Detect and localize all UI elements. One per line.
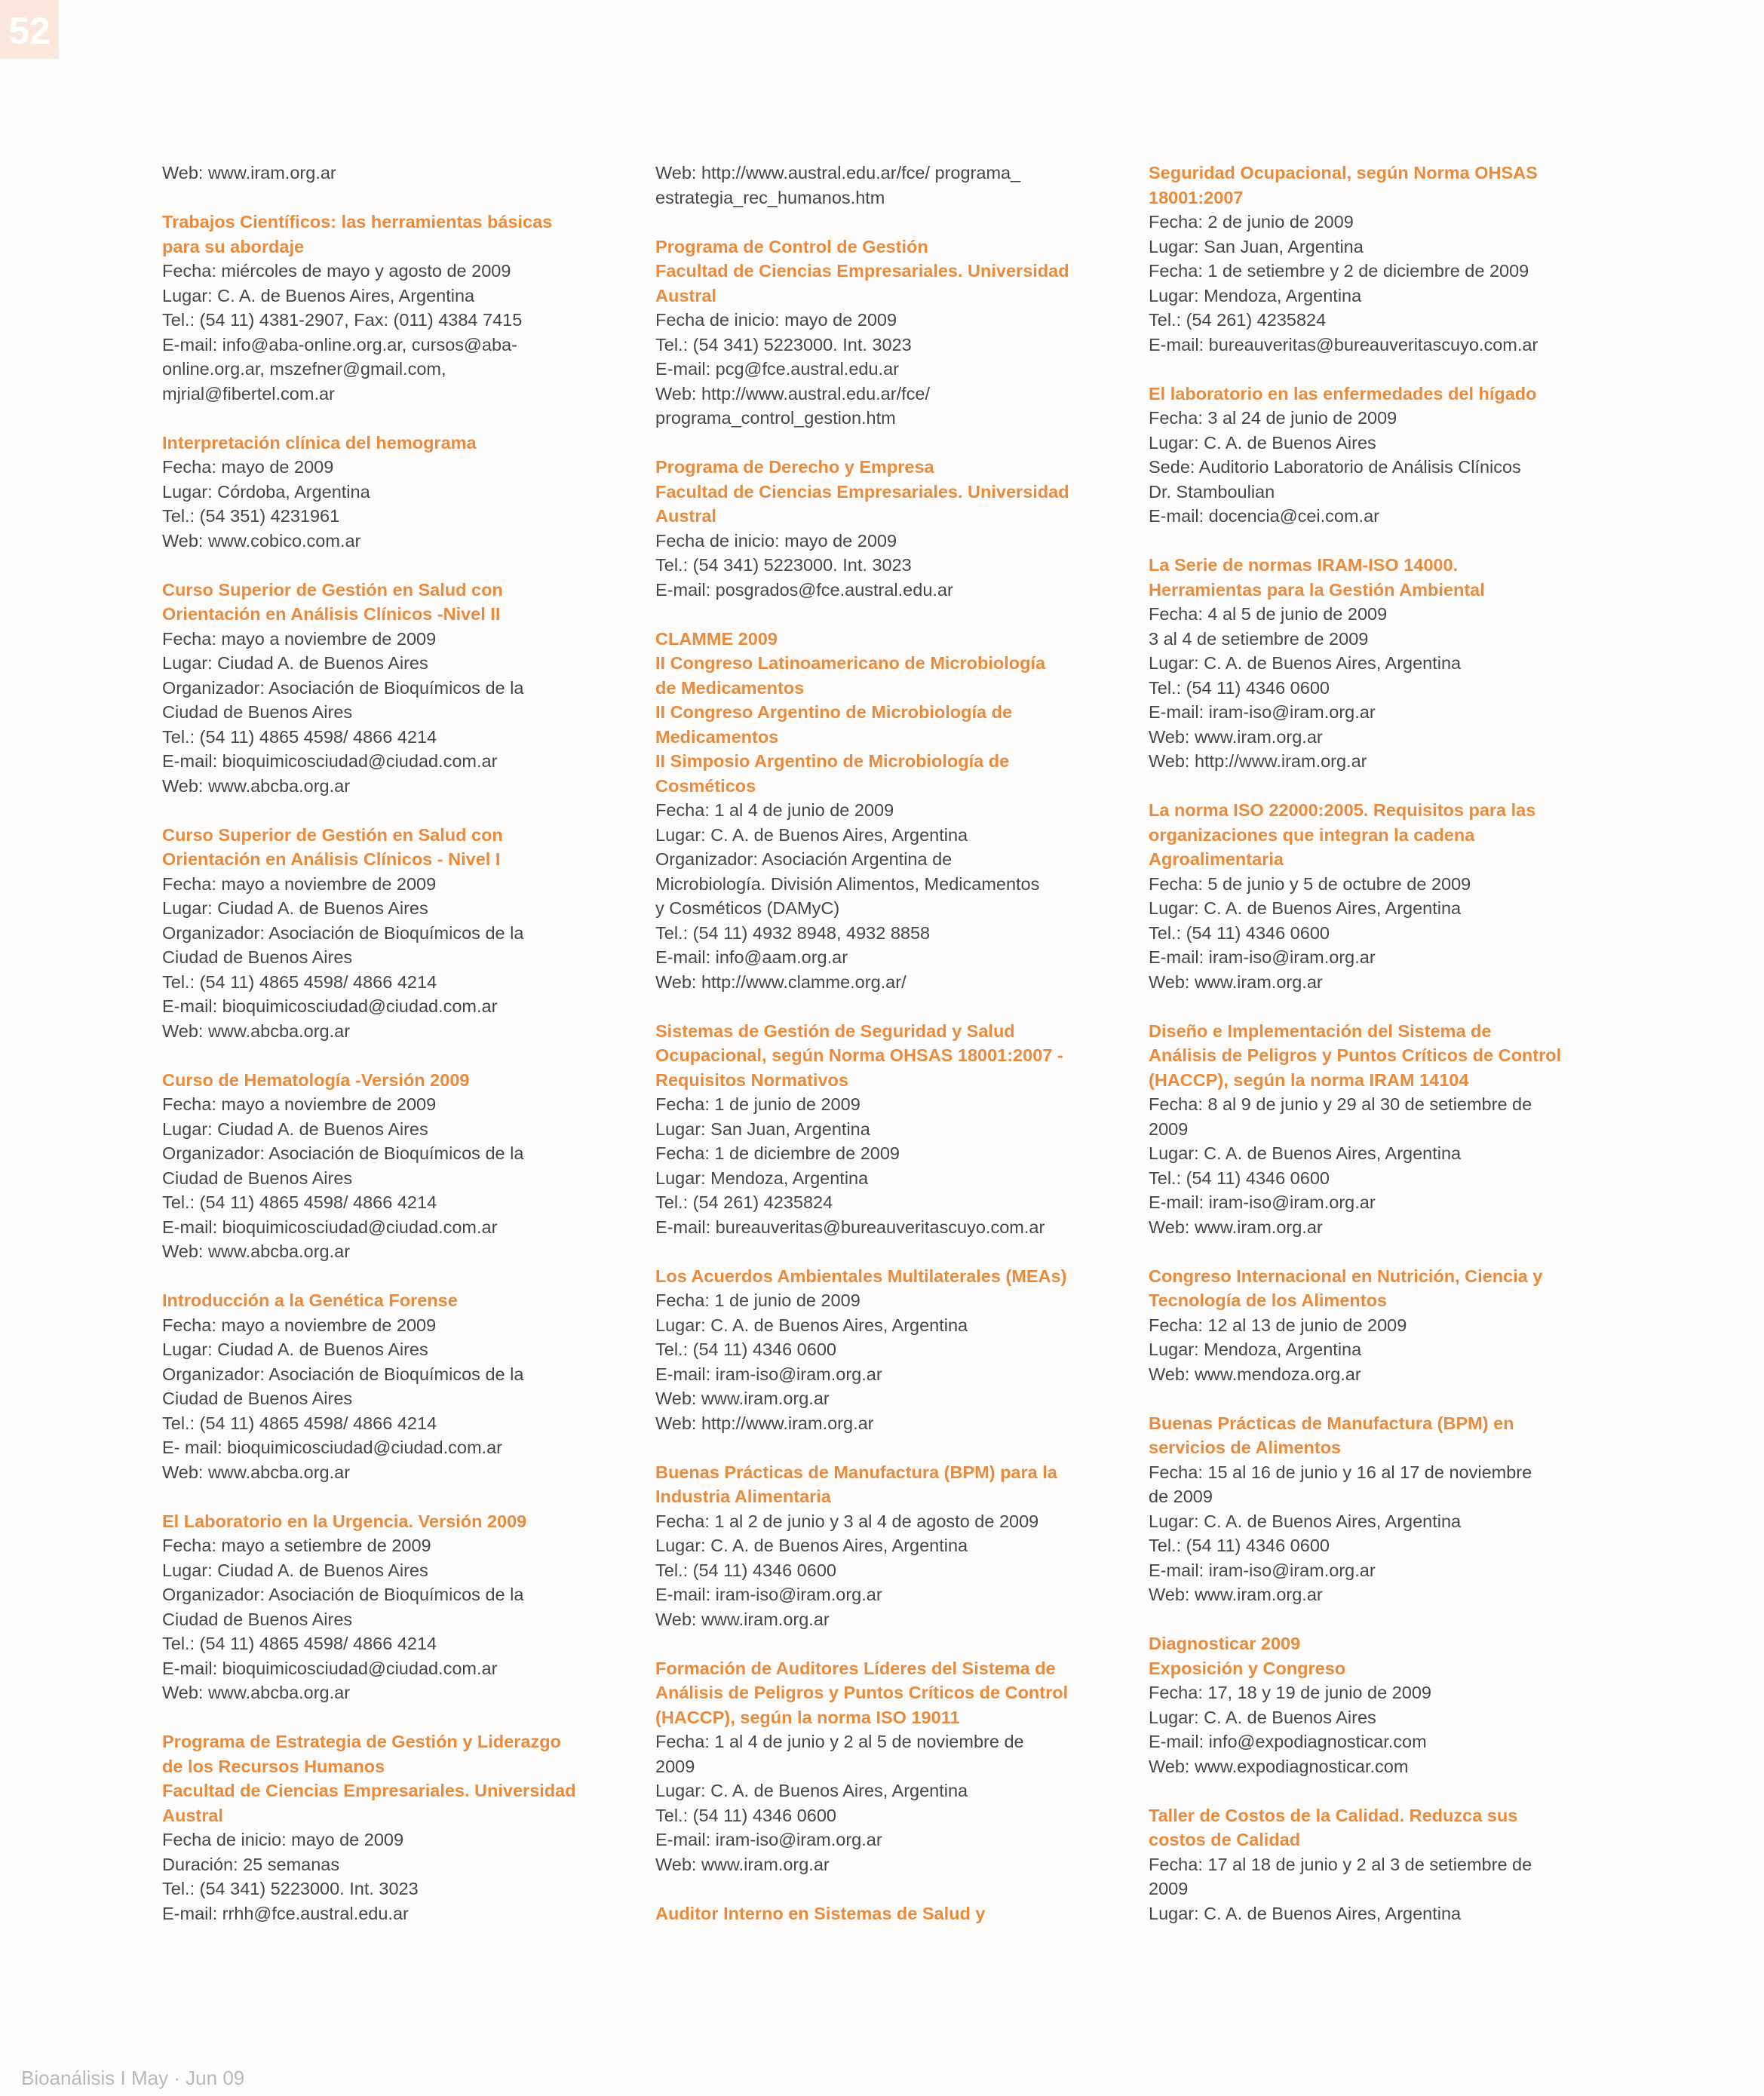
event-detail-line: 2009: [1149, 1119, 1189, 1139]
event-title-line: (HACCP), según la norma IRAM 14104: [1149, 1069, 1469, 1090]
event-title-line: Congreso Internacional en Nutrición, Ciencia y: [1149, 1266, 1543, 1286]
event-title-line: para su abordaje: [162, 236, 305, 256]
event-detail-line: Tel.: (54 11) 4346 0600: [1149, 1536, 1330, 1555]
spacer: [655, 602, 1108, 627]
event-detail-line: Tel.: (54 341) 5223000. Int. 3023: [655, 555, 912, 575]
event-detail-line: Lugar: Ciudad A. de Buenos Aires: [162, 898, 428, 918]
event-detail-line: E-mail: pcg@fce.austral.edu.ar: [655, 359, 899, 379]
event-title-line: Ocupacional, según Norma OHSAS 18001:2007 -: [655, 1045, 1063, 1065]
event-detail-line: Web: www.iram.org.ar: [655, 1854, 830, 1874]
spacer: [1149, 529, 1601, 554]
event-title-line: Facultad de Ciencias Empresariales. Universidad: [162, 1781, 576, 1800]
event-detail-line: Web: www.cobico.com.ar: [162, 530, 361, 551]
event-title-line: Buenas Prácticas de Manufactura (BPM) en: [1149, 1413, 1514, 1433]
column-3: [1149, 161, 1601, 1926]
event-detail-line: Web: http://www.iram.org.ar: [1149, 751, 1367, 771]
event-detail-line: 3 al 4 de setiembre de 2009: [1149, 628, 1369, 649]
event-detail-line: Web: www.iram.org.ar: [1149, 1217, 1323, 1237]
event-title-line: organizaciones que integran la cadena: [1149, 824, 1475, 845]
event-title-line: La Serie de normas IRAM-ISO 14000.: [1149, 555, 1459, 575]
event-detail-line: Fecha: 1 de setiembre y 2 de diciembre de 2009: [1149, 261, 1529, 281]
event-detail-line: E-mail: posgrados@fce.austral.edu.ar: [655, 579, 953, 600]
event-detail-line: Organizador: Asociación de Bioquímicos de la: [162, 1364, 524, 1384]
event-title-line: Cosméticos: [655, 775, 756, 796]
event-detail-line: Fecha: 12 al 13 de junio de 2009: [1149, 1315, 1407, 1335]
event-title-line: Herramientas para la Gestión Ambiental: [1149, 579, 1485, 600]
event-title-line: Facultad de Ciencias Empresariales. Universidad: [655, 481, 1069, 502]
event-title-line: Tecnología de los Alimentos: [1149, 1290, 1387, 1310]
event-detail-line: E-mail: iram-iso@iram.org.ar: [655, 1585, 882, 1604]
event-detail-line: Fecha de inicio: mayo de 2009: [162, 1830, 404, 1849]
spacer: [1149, 1778, 1601, 1803]
event-detail-line: Ciudad de Buenos Aires: [162, 1168, 353, 1188]
event-title-line: La norma ISO 22000:2005. Requisitos para las: [1149, 800, 1536, 820]
spacer: [162, 1043, 615, 1068]
event-detail-line: Organizador: Asociación de Bioquímicos de la: [162, 922, 524, 943]
spacer: [1149, 774, 1601, 799]
event-detail-line: E-mail: iram-iso@iram.org.ar: [1149, 1560, 1376, 1580]
event-detail-line: Web: www.iram.org.ar: [655, 1389, 830, 1408]
event-detail-line: Web: www.abcba.org.ar: [162, 775, 351, 796]
event-title-line: Análisis de Peligros y Puntos Críticos de Control: [655, 1683, 1069, 1702]
event-detail-line: Organizador: Asociación de Bioquímicos de la: [162, 677, 524, 698]
event-detail-line: Fecha: 2 de junio de 2009: [1149, 212, 1354, 232]
event-detail-line: E-mail: iram-iso@iram.org.ar: [1149, 702, 1376, 722]
event-detail-line: estrategia_rec_humanos.htm: [655, 187, 885, 207]
event-detail-line: Tel.: (54 341) 5223000. Int. 3023: [162, 1879, 419, 1898]
event-detail-line: de 2009: [1149, 1487, 1213, 1506]
event-detail-line: Fecha: miércoles de mayo y agosto de 2009: [162, 261, 511, 281]
event-detail-line: Fecha: 8 al 9 de junio y 29 al 30 de setiembre de: [1149, 1094, 1532, 1114]
event-detail-line: Tel.: (54 11) 4865 4598/ 4866 4214: [162, 971, 437, 992]
event-title-line: Austral: [162, 1805, 223, 1825]
event-detail-line: Lugar: Ciudad A. de Buenos Aires: [162, 1560, 428, 1580]
event-detail-line: Dr. Stamboulian: [1149, 481, 1275, 502]
event-detail-line: Web: www.abcba.org.ar: [162, 1462, 351, 1482]
event-title-line: de los Recursos Humanos: [162, 1756, 385, 1776]
spacer: [1149, 1607, 1601, 1632]
event-detail-line: Fecha: 1 de junio de 2009: [655, 1094, 861, 1114]
event-title-line: El Laboratorio en la Urgencia. Versión 2009: [162, 1511, 527, 1531]
event-title-line: Diseño e Implementación del Sistema de: [1149, 1020, 1492, 1041]
event-detail-line: E-mail: iram-iso@iram.org.ar: [1149, 947, 1376, 967]
footer-text: Bioanálisis I May · Jun 09: [21, 2067, 245, 2089]
event-detail-line: Web: http://www.iram.org.ar: [655, 1413, 874, 1433]
event-detail-line: Duración: 25 semanas: [162, 1854, 340, 1874]
page-number: 52: [0, 0, 59, 59]
spacer: [1149, 994, 1601, 1019]
event-detail-line: Fecha: mayo de 2009: [162, 457, 334, 477]
event-detail-line: Tel.: (54 11) 4346 0600: [1149, 922, 1330, 943]
event-title-line: Análisis de Peligros y Puntos Críticos de Control: [1149, 1045, 1562, 1065]
event-detail-line: Lugar: Córdoba, Argentina: [162, 481, 370, 502]
event-detail-line: Tel.: (54 261) 4235824: [655, 1192, 833, 1212]
event-detail-line: E-mail: info@aba-online.org.ar, cursos@aba-: [162, 334, 517, 354]
event-detail-line: Lugar: C. A. de Buenos Aires, Argentina: [1149, 653, 1462, 673]
event-detail-line: E- mail: bioquimicosciudad@ciudad.com.ar: [162, 1438, 502, 1457]
event-detail-line: Fecha: 17 al 18 de junio y 2 al 3 de setiembre de: [1149, 1854, 1532, 1874]
event-title-line: Programa de Control de Gestión: [655, 236, 928, 256]
event-title-line: Seguridad Ocupacional, según Norma OHSAS: [1149, 163, 1538, 183]
event-detail-line: Tel.: (54 11) 4346 0600: [655, 1340, 836, 1359]
event-detail-line: Lugar: San Juan, Argentina: [1149, 236, 1364, 256]
event-title-line: Medicamentos: [655, 726, 779, 747]
event-detail-line: Ciudad de Buenos Aires: [162, 1389, 353, 1408]
event-detail-line: Fecha: mayo a setiembre de 2009: [162, 1536, 431, 1555]
event-detail-line: Sede: Auditorio Laboratorio de Análisis Clínicos: [1149, 457, 1521, 477]
event-detail-line: E-mail: iram-iso@iram.org.ar: [655, 1364, 882, 1384]
event-detail-line: Fecha: 1 de diciembre de 2009: [655, 1143, 900, 1163]
event-detail-line: Web: http://www.austral.edu.ar/fce/: [655, 383, 930, 404]
event-detail-line: programa_control_gestion.htm: [655, 408, 896, 428]
event-detail-line: Microbiología. División Alimentos, Medicamentos: [655, 873, 1040, 894]
event-title-line: Curso de Hematología -Versión 2009: [162, 1069, 470, 1090]
event-detail-line: E-mail: iram-iso@iram.org.ar: [1149, 1192, 1376, 1212]
spacer: [162, 186, 615, 210]
event-detail-line: E-mail: bureauveritas@bureauveritascuyo.com.ar: [1149, 334, 1539, 354]
event-detail-line: Fecha: mayo a noviembre de 2009: [162, 1094, 437, 1114]
column-2: [655, 161, 1108, 1926]
event-detail-line: Lugar: C. A. de Buenos Aires: [1149, 432, 1376, 453]
spacer: [162, 406, 615, 431]
event-title-line: Industria Alimentaria: [655, 1487, 831, 1506]
event-detail-line: Lugar: Ciudad A. de Buenos Aires: [162, 1119, 428, 1139]
event-detail-line: Fecha: mayo a noviembre de 2009: [162, 873, 437, 894]
column-1: [162, 161, 615, 1926]
spacer: [162, 798, 615, 823]
event-title-line: Austral: [655, 285, 716, 305]
event-title-line: Curso Superior de Gestión en Salud con: [162, 579, 503, 600]
spacer: [655, 1239, 1108, 1264]
event-detail-line: Web: www.iram.org.ar: [162, 163, 336, 183]
event-detail-line: Tel.: (54 11) 4865 4598/ 4866 4214: [162, 1413, 437, 1433]
event-detail-line: Web: www.expodiagnosticar.com: [1149, 1756, 1409, 1776]
spacer: [655, 1877, 1108, 1901]
event-detail-line: Web: www.abcba.org.ar: [162, 1683, 351, 1702]
event-title-line: Curso Superior de Gestión en Salud con: [162, 824, 503, 845]
event-title-line: Requisitos Normativos: [655, 1069, 848, 1090]
event-detail-line: Ciudad de Buenos Aires: [162, 702, 353, 722]
event-title-line: Taller de Costos de la Calidad. Reduzca sus: [1149, 1805, 1518, 1825]
event-detail-line: y Cosméticos (DAMyC): [655, 898, 840, 918]
event-title-line: servicios de Alimentos: [1149, 1438, 1342, 1457]
event-detail-line: Lugar: C. A. de Buenos Aires, Argentina: [1149, 898, 1462, 918]
spacer: [1149, 357, 1601, 382]
event-detail-line: Lugar: Mendoza, Argentina: [655, 1168, 869, 1188]
event-detail-line: Fecha: 1 al 2 de junio y 3 al 4 de agosto de 2009: [655, 1511, 1039, 1531]
event-detail-line: Lugar: C. A. de Buenos Aires, Argentina: [655, 1536, 968, 1555]
event-title-line: CLAMME 2009: [655, 628, 778, 649]
event-detail-line: Lugar: C. A. de Buenos Aires, Argentina: [1149, 1511, 1462, 1531]
event-detail-line: E-mail: bioquimicosciudad@ciudad.com.ar: [162, 751, 498, 771]
event-detail-line: Web: http://www.austral.edu.ar/fce/ programa_: [655, 163, 1021, 183]
event-detail-line: Fecha: 1 al 4 de junio de 2009: [655, 800, 894, 820]
event-title-line: Programa de Derecho y Empresa: [655, 457, 934, 477]
event-detail-line: Lugar: C. A. de Buenos Aires, Argentina: [1149, 1903, 1462, 1923]
spacer: [655, 1435, 1108, 1460]
event-detail-line: Lugar: C. A. de Buenos Aires, Argentina: [1149, 1143, 1462, 1163]
event-detail-line: mjrial@fibertel.com.ar: [162, 383, 335, 404]
event-title-line: Sistemas de Gestión de Seguridad y Salud: [655, 1020, 1015, 1041]
event-detail-line: Web: www.iram.org.ar: [655, 1609, 830, 1629]
event-title-line: Exposición y Congreso: [1149, 1658, 1346, 1678]
event-detail-line: Ciudad de Buenos Aires: [162, 1609, 353, 1629]
spacer: [162, 1705, 615, 1730]
event-title-line: Facultad de Ciencias Empresariales. Universidad: [655, 261, 1069, 281]
event-detail-line: Fecha: 3 al 24 de junio de 2009: [1149, 408, 1397, 428]
event-detail-line: Tel.: (54 11) 4381-2907, Fax: (011) 4384 7415: [162, 310, 523, 330]
spacer: [1149, 1239, 1601, 1264]
event-detail-line: Tel.: (54 11) 4865 4598/ 4866 4214: [162, 1634, 437, 1653]
event-detail-line: Tel.: (54 11) 4346 0600: [1149, 1168, 1330, 1188]
event-title-line: Diagnosticar 2009: [1149, 1634, 1301, 1653]
spacer: [655, 210, 1108, 235]
event-title-line: Auditor Interno en Sistemas de Salud y: [655, 1903, 986, 1923]
event-detail-line: Tel.: (54 11) 4932 8948, 4932 8858: [655, 922, 931, 943]
event-title-line: costos de Calidad: [1149, 1830, 1301, 1849]
event-detail-line: E-mail: bioquimicosciudad@ciudad.com.ar: [162, 996, 498, 1016]
event-detail-line: Fecha: 1 al 4 de junio y 2 al 5 de noviembre de: [655, 1732, 1024, 1751]
spacer: [162, 1264, 615, 1289]
event-detail-line: E-mail: bioquimicosciudad@ciudad.com.ar: [162, 1217, 498, 1237]
event-title-line: Introducción a la Genética Forense: [162, 1290, 458, 1310]
event-detail-line: Lugar: C. A. de Buenos Aires, Argentina: [162, 285, 475, 305]
event-detail-line: online.org.ar, mszefner@gmail.com,: [162, 359, 446, 379]
event-detail-line: Tel.: (54 261) 4235824: [1149, 310, 1327, 330]
event-detail-line: Web: www.iram.org.ar: [1149, 1585, 1323, 1604]
event-detail-line: Fecha: 1 de junio de 2009: [655, 1290, 861, 1310]
event-detail-line: Web: www.iram.org.ar: [1149, 971, 1323, 992]
event-detail-line: Lugar: C. A. de Buenos Aires, Argentina: [655, 824, 968, 845]
event-title-line: El laboratorio en las enfermedades del hígado: [1149, 383, 1537, 404]
event-detail-line: Lugar: Ciudad A. de Buenos Aires: [162, 1340, 428, 1359]
event-detail-line: Tel.: (54 341) 5223000. Int. 3023: [655, 334, 912, 354]
event-title-line: II Congreso Latinoamericano de Microbiología: [655, 653, 1046, 673]
event-detail-line: Fecha: mayo a noviembre de 2009: [162, 1315, 437, 1335]
spacer: [655, 431, 1108, 456]
event-title-line: Los Acuerdos Ambientales Multilaterales (MEAs): [655, 1266, 1067, 1286]
event-title-line: Interpretación clínica del hemograma: [162, 432, 477, 453]
event-detail-line: Lugar: San Juan, Argentina: [655, 1119, 870, 1139]
event-detail-line: E-mail: bureauveritas@bureauveritascuyo.com.ar: [655, 1217, 1045, 1237]
event-title-line: (HACCP), según la norma ISO 19011: [655, 1707, 960, 1727]
event-detail-line: Fecha: 17, 18 y 19 de junio de 2009: [1149, 1683, 1431, 1702]
event-detail-line: Organizador: Asociación Argentina de: [655, 849, 953, 869]
spacer: [162, 553, 615, 578]
spacer: [162, 1484, 615, 1509]
event-detail-line: Fecha: mayo a noviembre de 2009: [162, 628, 437, 649]
event-detail-line: Lugar: Mendoza, Argentina: [1149, 1340, 1362, 1359]
spacer: [655, 1631, 1108, 1656]
event-detail-line: Lugar: C. A. de Buenos Aires: [1149, 1707, 1376, 1727]
event-detail-line: E-mail: docencia@cei.com.ar: [1149, 506, 1379, 526]
event-detail-line: Organizador: Asociación de Bioquímicos de la: [162, 1143, 524, 1163]
event-detail-line: 2009: [655, 1756, 695, 1776]
event-detail-line: Organizador: Asociación de Bioquímicos de la: [162, 1585, 524, 1604]
event-detail-line: Fecha: 15 al 16 de junio y 16 al 17 de noviembre: [1149, 1462, 1532, 1482]
event-title-line: Formación de Auditores Líderes del Sistema de: [655, 1658, 1056, 1678]
event-detail-line: Ciudad de Buenos Aires: [162, 947, 353, 967]
event-title-line: Orientación en Análisis Clínicos - Nivel I: [162, 849, 501, 869]
event-detail-line: E-mail: iram-iso@iram.org.ar: [655, 1830, 882, 1849]
event-detail-line: E-mail: info@expodiagnosticar.com: [1149, 1732, 1427, 1751]
event-detail-line: Tel.: (54 351) 4231961: [162, 506, 340, 526]
event-title-line: Agroalimentaria: [1149, 849, 1284, 869]
event-title-line: II Simposio Argentino de Microbiología de: [655, 751, 1010, 771]
event-detail-line: Fecha: 4 al 5 de junio de 2009: [1149, 604, 1388, 624]
event-detail-line: E-mail: rrhh@fce.austral.edu.ar: [162, 1903, 409, 1923]
event-detail-line: Lugar: C. A. de Buenos Aires, Argentina: [655, 1315, 968, 1335]
event-title-line: Trabajos Científicos: las herramientas básicas: [162, 212, 553, 232]
event-detail-line: Tel.: (54 11) 4346 0600: [655, 1805, 836, 1825]
event-title-line: de Medicamentos: [655, 677, 805, 698]
event-detail-line: 2009: [1149, 1879, 1189, 1898]
event-detail-line: Lugar: Ciudad A. de Buenos Aires: [162, 653, 428, 673]
event-detail-line: Web: www.mendoza.org.ar: [1149, 1364, 1361, 1384]
event-title-line: Austral: [655, 506, 716, 526]
event-detail-line: E-mail: info@aam.org.ar: [655, 947, 848, 967]
event-title-line: Orientación en Análisis Clínicos -Nivel II: [162, 604, 501, 624]
event-detail-line: Web: www.iram.org.ar: [1149, 726, 1323, 747]
event-detail-line: Web: www.abcba.org.ar: [162, 1020, 351, 1041]
event-detail-line: Lugar: C. A. de Buenos Aires, Argentina: [655, 1781, 968, 1800]
event-detail-line: Fecha: 5 de junio y 5 de octubre de 2009: [1149, 873, 1471, 894]
event-detail-line: Web: http://www.clamme.org.ar/: [655, 971, 907, 992]
event-detail-line: Lugar: Mendoza, Argentina: [1149, 285, 1362, 305]
event-title-line: 18001:2007: [1149, 187, 1244, 207]
event-detail-line: Web: www.abcba.org.ar: [162, 1241, 351, 1261]
event-detail-line: Tel.: (54 11) 4865 4598/ 4866 4214: [162, 1192, 437, 1212]
spacer: [655, 994, 1108, 1019]
event-detail-line: Tel.: (54 11) 4346 0600: [655, 1560, 836, 1580]
event-title-line: Buenas Prácticas de Manufactura (BPM) para la: [655, 1462, 1057, 1482]
event-detail-line: Tel.: (54 11) 4865 4598/ 4866 4214: [162, 726, 437, 747]
event-detail-line: Tel.: (54 11) 4346 0600: [1149, 677, 1330, 698]
spacer: [1149, 1386, 1601, 1411]
event-detail-line: Fecha de inicio: mayo de 2009: [655, 310, 897, 330]
event-title-line: II Congreso Argentino de Microbiología de: [655, 702, 1013, 722]
event-detail-line: E-mail: bioquimicosciudad@ciudad.com.ar: [162, 1658, 498, 1678]
event-detail-line: Fecha de inicio: mayo de 2009: [655, 530, 897, 551]
event-title-line: Programa de Estrategia de Gestión y Liderazgo: [162, 1732, 561, 1751]
